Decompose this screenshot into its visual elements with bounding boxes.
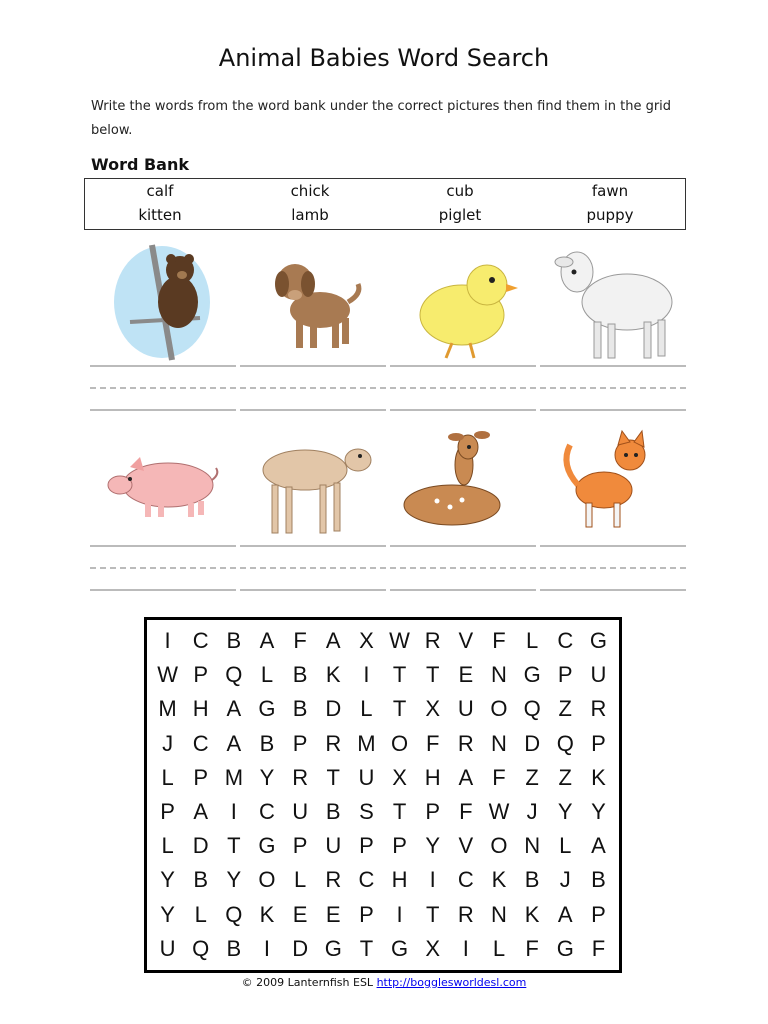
piglet-icon xyxy=(90,425,230,550)
grid-letter[interactable]: X xyxy=(392,764,407,790)
grid-letter[interactable]: G xyxy=(523,662,541,688)
grid-letter[interactable]: L xyxy=(360,696,373,722)
grid-letter[interactable]: X xyxy=(425,696,441,722)
grid-letter[interactable]: K xyxy=(524,901,540,927)
grid-letter[interactable]: A xyxy=(193,799,209,825)
grid-letter[interactable]: B xyxy=(591,867,606,893)
grid-letter[interactable]: Y xyxy=(425,833,441,859)
grid-letter[interactable]: C xyxy=(192,730,209,756)
grid-letter[interactable]: I xyxy=(363,662,370,688)
grid-letter[interactable]: U xyxy=(325,833,342,859)
grid-letter[interactable]: I xyxy=(462,935,469,961)
grid-letter[interactable]: Y xyxy=(160,867,175,893)
grid-letter[interactable]: R xyxy=(457,901,474,927)
grid-letter[interactable]: M xyxy=(357,730,376,756)
word-bank-item: puppy xyxy=(586,206,634,224)
grid-letter[interactable]: B xyxy=(292,696,308,722)
grid-letter[interactable]: I xyxy=(429,867,436,893)
grid-letter[interactable]: R xyxy=(457,730,474,756)
grid-letter[interactable]: K xyxy=(491,867,507,893)
grid-letter[interactable]: C xyxy=(192,628,209,654)
grid-letter[interactable]: N xyxy=(491,730,507,756)
grid-letter[interactable]: P xyxy=(591,901,606,927)
grid-letter[interactable]: B xyxy=(226,935,242,961)
grid-letter[interactable]: Y xyxy=(557,799,573,825)
grid-letter[interactable]: U xyxy=(292,799,309,825)
grid-letter[interactable]: G xyxy=(324,935,342,961)
website-link[interactable]: http://bogglesworldesl.com xyxy=(376,976,527,989)
grid-letter[interactable]: C xyxy=(259,799,275,825)
grid-letter[interactable]: X xyxy=(425,935,441,961)
grid-letter[interactable]: Q xyxy=(225,901,243,927)
grid-letter[interactable]: Q xyxy=(192,935,210,961)
grid-letter[interactable]: P xyxy=(392,833,407,859)
fawn-icon xyxy=(392,425,532,550)
grid-letter[interactable]: O xyxy=(490,833,508,859)
grid-letter[interactable]: T xyxy=(392,799,407,825)
grid-letter[interactable]: H xyxy=(192,696,209,722)
instructions: Write the words from the word bank under the correct pictures then find them in the grid below. xyxy=(91,99,672,138)
grid-letter[interactable]: T xyxy=(326,764,340,790)
grid-letter[interactable]: D xyxy=(292,935,309,961)
word-bank-heading: Word Bank xyxy=(91,155,190,174)
grid-letter[interactable]: E xyxy=(325,901,341,927)
grid-letter[interactable]: G xyxy=(556,935,574,961)
grid-letter[interactable]: H xyxy=(391,867,408,893)
grid-letter[interactable]: I xyxy=(263,935,271,961)
grid-letter[interactable]: A xyxy=(557,901,573,927)
word-bank-item: chick xyxy=(290,182,330,200)
grid-letter[interactable]: Y xyxy=(591,799,606,825)
grid-letter[interactable]: Q xyxy=(523,696,541,722)
grid-letter[interactable]: O xyxy=(391,730,409,756)
grid-letter[interactable]: C xyxy=(457,867,474,893)
grid-letter[interactable]: Z xyxy=(558,696,572,722)
grid-letter[interactable]: R xyxy=(325,867,342,893)
grid-letter[interactable]: B xyxy=(524,867,540,893)
copyright-text: © 2009 Lanternfish ESL xyxy=(241,976,374,989)
grid-letter[interactable]: Q xyxy=(225,662,243,688)
grid-letter[interactable]: X xyxy=(359,628,374,654)
grid-letter[interactable]: T xyxy=(425,901,440,927)
grid-letter[interactable]: B xyxy=(226,628,242,654)
grid-letter[interactable]: F xyxy=(525,935,539,961)
word-bank xyxy=(84,178,686,230)
grid-letter[interactable]: T xyxy=(227,833,241,859)
grid-letter[interactable]: B xyxy=(325,799,341,825)
grid-letter[interactable]: K xyxy=(591,764,606,790)
grid-letter[interactable]: L xyxy=(161,833,174,859)
grid-letter[interactable]: E xyxy=(292,901,308,927)
grid-letter[interactable]: A xyxy=(226,696,242,722)
lamb-icon xyxy=(542,240,682,365)
grid-letter[interactable]: W xyxy=(157,662,178,688)
grid-letter[interactable]: G xyxy=(258,833,276,859)
grid-letter[interactable]: J xyxy=(559,867,571,893)
grid-letter[interactable]: G xyxy=(391,935,409,961)
grid-letter[interactable]: Y xyxy=(259,764,275,790)
grid-letter[interactable]: M xyxy=(224,764,244,790)
grid-letter[interactable]: I xyxy=(230,799,237,825)
grid-letter[interactable]: I xyxy=(164,628,171,654)
grid-letter[interactable]: U xyxy=(358,764,375,790)
grid-letter[interactable]: N xyxy=(491,662,507,688)
grid-letter[interactable]: D xyxy=(192,833,209,859)
grid-letter[interactable]: P xyxy=(359,833,374,859)
grid-letter[interactable]: G xyxy=(589,628,607,654)
grid-letter[interactable]: Y xyxy=(226,867,242,893)
grid-letter[interactable]: P xyxy=(193,662,209,688)
grid-letter[interactable]: K xyxy=(325,662,341,688)
grid-letter[interactable]: L xyxy=(526,628,539,654)
grid-letter[interactable]: B xyxy=(292,662,308,688)
grid-letter[interactable]: D xyxy=(524,730,541,756)
bear-cub-icon xyxy=(90,240,230,365)
grid-letter[interactable]: T xyxy=(392,662,407,688)
grid-letter[interactable]: P xyxy=(160,799,175,825)
grid-letter[interactable]: Y xyxy=(160,901,175,927)
grid-letter[interactable]: L xyxy=(194,901,207,927)
grid-letter[interactable]: F xyxy=(459,799,473,825)
grid-letter[interactable]: F xyxy=(591,935,606,961)
grid-letter[interactable]: F xyxy=(425,730,440,756)
grid-letter[interactable]: J xyxy=(162,730,174,756)
grid-letter[interactable]: N xyxy=(491,901,507,927)
kitten-icon xyxy=(542,425,682,550)
grid-letter[interactable]: Z xyxy=(558,764,572,790)
grid-letter[interactable]: B xyxy=(193,867,209,893)
word-bank-item: lamb xyxy=(291,206,329,224)
grid-letter[interactable]: P xyxy=(292,833,308,859)
word-bank-item: calf xyxy=(146,182,174,200)
grid-letter[interactable]: F xyxy=(492,628,506,654)
page-title: Animal Babies Word Search xyxy=(218,44,550,72)
grid-letter[interactable]: P xyxy=(557,662,573,688)
grid-letter[interactable]: A xyxy=(325,628,341,654)
grid-letter[interactable]: Z xyxy=(525,764,539,790)
grid-letter[interactable]: P xyxy=(359,901,374,927)
grid-letter[interactable]: J xyxy=(526,799,538,825)
grid-letter[interactable]: P xyxy=(425,799,441,825)
grid-letter[interactable]: R xyxy=(424,628,441,654)
grid-letter[interactable]: W xyxy=(488,799,510,825)
grid-letter[interactable]: K xyxy=(259,901,275,927)
grid-letter[interactable]: N xyxy=(524,833,541,859)
grid-letter[interactable]: T xyxy=(392,696,407,722)
grid-letter[interactable]: G xyxy=(258,696,276,722)
grid-letter[interactable]: P xyxy=(591,730,606,756)
grid-letter[interactable]: F xyxy=(492,764,506,790)
grid-letter[interactable]: A xyxy=(458,764,474,790)
grid-letter[interactable]: A xyxy=(226,730,242,756)
grid-letter[interactable]: U xyxy=(457,696,474,722)
grid-letter[interactable]: L xyxy=(260,662,274,688)
grid-letter[interactable]: D xyxy=(325,696,342,722)
word-bank-item: fawn xyxy=(591,182,629,200)
grid-letter[interactable]: L xyxy=(559,833,572,859)
grid-letter[interactable]: E xyxy=(458,662,474,688)
grid-letter[interactable]: A xyxy=(591,833,606,859)
grid-letter[interactable]: T xyxy=(359,935,374,961)
grid-letter[interactable]: U xyxy=(159,935,176,961)
grid-letter[interactable]: M xyxy=(158,696,177,722)
word-bank-item: cub xyxy=(446,182,474,200)
grid-letter[interactable]: C xyxy=(358,867,375,893)
grid-letter[interactable]: T xyxy=(425,662,440,688)
grid-letter[interactable]: C xyxy=(557,628,574,654)
word-bank-item: kitten xyxy=(138,206,182,224)
grid-letter[interactable]: V xyxy=(458,628,474,654)
word-bank-item: piglet xyxy=(438,206,482,224)
grid-letter[interactable]: R xyxy=(292,764,309,790)
chick-icon xyxy=(392,240,532,365)
grid-letter[interactable]: A xyxy=(259,628,275,654)
grid-letter[interactable]: B xyxy=(259,730,275,756)
grid-letter[interactable]: L xyxy=(492,935,506,961)
grid-letter[interactable]: U xyxy=(590,662,607,688)
word-search-grid xyxy=(144,617,622,973)
grid-letter[interactable]: R xyxy=(590,696,607,722)
grid-letter[interactable]: V xyxy=(458,833,474,859)
grid-letter[interactable]: P xyxy=(193,764,209,790)
grid-letter[interactable]: O xyxy=(258,867,276,893)
grid-letter[interactable]: W xyxy=(389,628,410,654)
grid-letter[interactable]: O xyxy=(490,696,508,722)
grid-letter[interactable]: P xyxy=(292,730,308,756)
grid-letter[interactable]: R xyxy=(325,730,342,756)
puppy-icon xyxy=(240,240,380,365)
grid-letter[interactable]: H xyxy=(424,764,441,790)
grid-letter[interactable]: I xyxy=(396,901,403,927)
grid-letter[interactable]: Q xyxy=(556,730,574,756)
footer xyxy=(0,976,768,989)
grid-letter[interactable]: L xyxy=(161,764,174,790)
grid-letter[interactable]: L xyxy=(294,867,307,893)
grid-letter[interactable]: S xyxy=(359,799,374,825)
grid-letter[interactable]: F xyxy=(293,628,307,654)
calf-icon xyxy=(240,425,380,550)
